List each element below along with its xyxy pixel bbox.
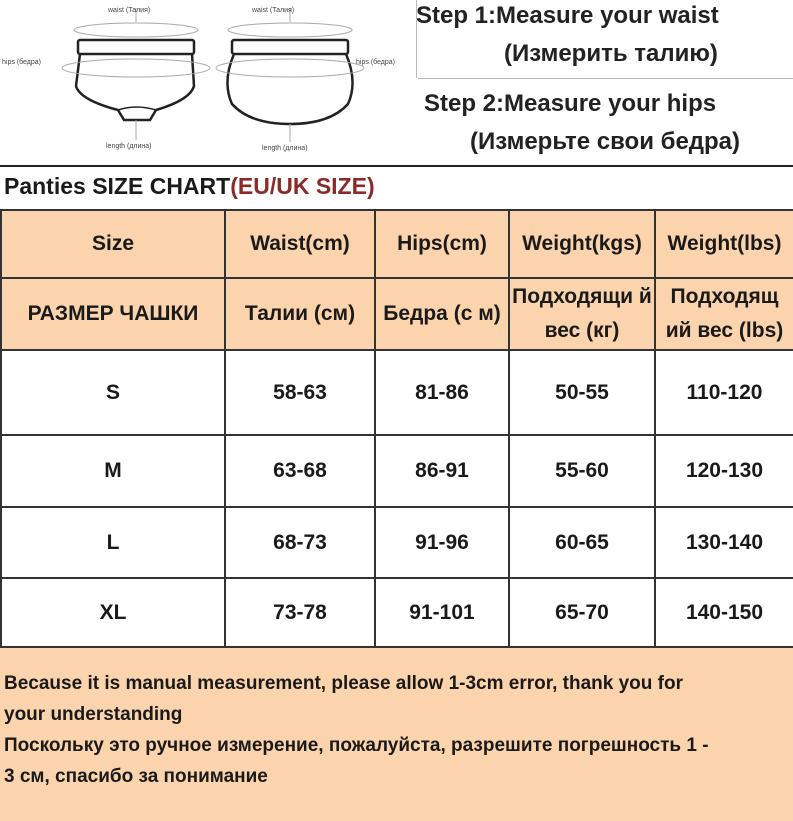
hips-cell: 81-86 [375, 350, 509, 435]
right-waist-label: waist (Талия) [252, 7, 295, 14]
size-chart-table [0, 209, 793, 649]
weight-kg-cell: 65-70 [509, 578, 655, 648]
header-cell: РАЗМЕР ЧАШКИ [1, 278, 225, 350]
header-row-ru [1, 278, 793, 350]
header-cell: Weight(lbs) [655, 210, 793, 278]
hips-cell: 91-101 [375, 578, 509, 648]
weight-lbs-cell: 110-120 [655, 350, 793, 435]
waist-cell: 63-68 [225, 435, 375, 507]
hips-cell: 91-96 [375, 507, 509, 578]
measurement-guide [0, 0, 793, 163]
chart-title-accent: (EU/UK SIZE) [230, 173, 375, 199]
header-cell: Weight(kgs) [509, 210, 655, 278]
step1-subtitle: (Измерить талию) [504, 40, 718, 67]
measurement-note [0, 646, 793, 821]
chart-title-bar [0, 165, 793, 211]
weight-kg-cell: 50-55 [509, 350, 655, 435]
size-cell: XL [1, 578, 225, 648]
chart-title [4, 173, 375, 200]
table-row [1, 435, 793, 507]
note-ru-line1: Поскольку это ручное измерение, пожалуйста, разрешите погрешность 1 - [4, 735, 709, 756]
weight-lbs-cell: 130-140 [655, 507, 793, 578]
weight-lbs-cell: 140-150 [655, 578, 793, 648]
note-en-line1: Because it is manual measurement, please allow 1-3cm error, thank you for [4, 673, 683, 694]
header-cell: Бедра (с м) [375, 278, 509, 350]
brief-back-drawing [227, 40, 352, 124]
size-cell: L [1, 507, 225, 578]
header-cell: Талии (см) [225, 278, 375, 350]
left-waist-label: waist (Талия) [108, 7, 151, 14]
header-cell: Подходящ ий вес (lbs) [655, 278, 793, 350]
brief-front-drawing [76, 40, 194, 120]
header-cell: Size [1, 210, 225, 278]
right-length-label: length (длина) [262, 145, 308, 152]
panties-illustration [0, 0, 418, 163]
step2-title: Step 2:Measure your hips [424, 90, 717, 117]
header-cell: Waist(cm) [225, 210, 375, 278]
weight-kg-cell: 60-65 [509, 507, 655, 578]
hips-cell: 86-91 [375, 435, 509, 507]
size-cell: S [1, 350, 225, 435]
note-ru-line2: 3 см, спасибо за понимание [4, 766, 268, 787]
step1-title: Step 1:Measure your waist [416, 2, 719, 29]
step2-subtitle: (Измерьте свои бедра) [470, 128, 741, 155]
size-cell: M [1, 435, 225, 507]
right-hips-label: hips (бедра) [356, 59, 395, 66]
divider-steps [418, 78, 793, 79]
weight-lbs-cell: 120-130 [655, 435, 793, 507]
weight-kg-cell: 55-60 [509, 435, 655, 507]
panties-diagram [0, 0, 418, 163]
note-en-line2: your understanding [4, 704, 183, 725]
left-length-label: length (длина) [106, 143, 152, 150]
header-cell: Hips(cm) [375, 210, 509, 278]
waist-cell: 73-78 [225, 578, 375, 648]
left-hips-label: hips (бедра) [2, 59, 41, 66]
table-row [1, 350, 793, 435]
table-row [1, 507, 793, 578]
header-row-en [1, 210, 793, 278]
chart-title-main: Panties SIZE CHART [4, 173, 231, 199]
waist-cell: 68-73 [225, 507, 375, 578]
header-cell: Подходящи й вес (кг) [509, 278, 655, 350]
waist-cell: 58-63 [225, 350, 375, 435]
table-row [1, 578, 793, 648]
